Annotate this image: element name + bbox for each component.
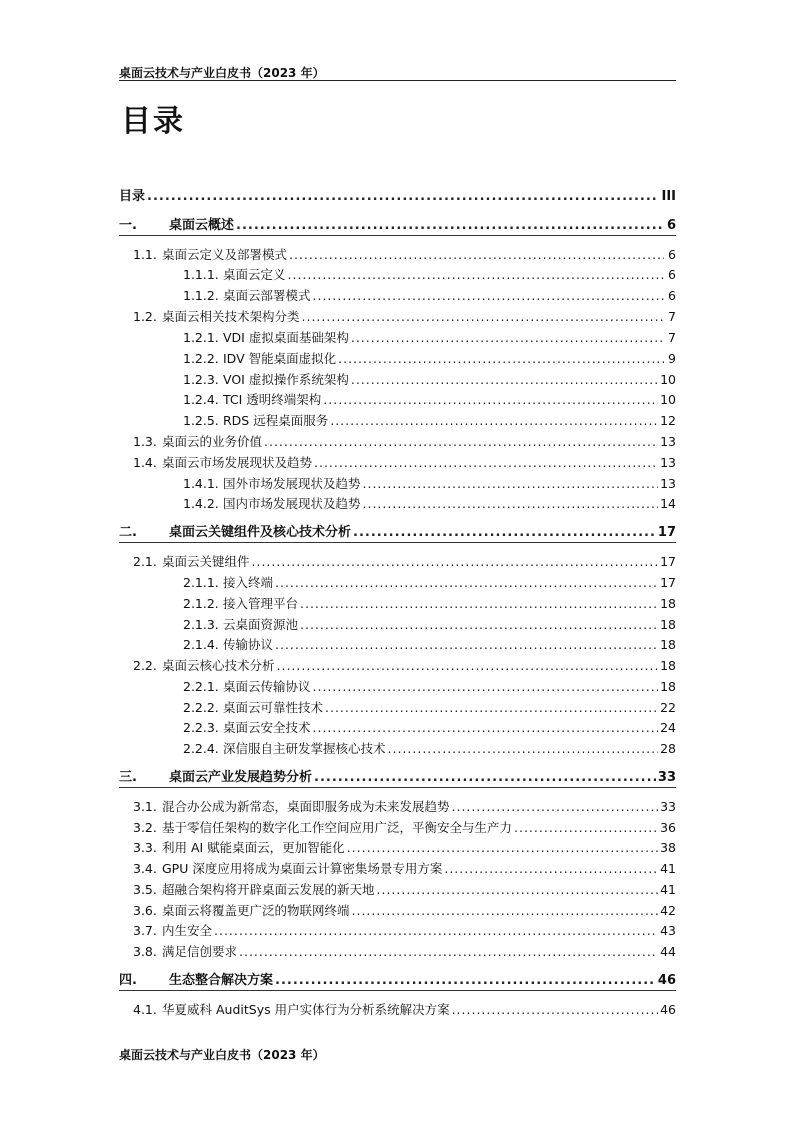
toc-entry-title: 生态整合解决方案 <box>169 973 274 988</box>
toc-entry[interactable] <box>183 266 676 284</box>
toc-entry[interactable] <box>183 678 676 696</box>
toc-entry-title: 桌面云传输协议 <box>223 679 311 694</box>
toc-entry[interactable] <box>133 798 676 816</box>
toc-entry-page: 6 <box>668 288 676 303</box>
toc-entry-number: 3.7. <box>133 923 157 938</box>
toc-entry[interactable] <box>183 616 676 634</box>
toc-entry-title: 传输协议 <box>223 637 274 652</box>
toc-entry-title: VOI 虚拟操作系统架构 <box>223 372 349 387</box>
toc-dot-leader <box>264 433 658 451</box>
toc-entry-number: 1.4. <box>133 455 157 470</box>
toc-entry[interactable] <box>133 922 676 940</box>
toc-entry-title: 混合办公成为新常态，桌面即服务成为未来发展趋势 <box>162 799 450 814</box>
toc-entry[interactable] <box>133 881 676 899</box>
toc-entry-number: 3.6. <box>133 903 157 918</box>
toc-entry-number: 一. <box>119 218 137 233</box>
toc-entry-page: 6 <box>666 218 676 233</box>
toc-entry-number: 3.5. <box>133 882 157 897</box>
toc-entry[interactable] <box>183 699 676 717</box>
toc-entry-number: 2.2.3. <box>183 720 219 735</box>
toc-dot-leader <box>147 188 659 206</box>
toc-dot-leader <box>325 699 658 717</box>
toc-entry-number: 3.3. <box>133 840 157 855</box>
toc-entry-number: 2.2.2. <box>183 700 219 715</box>
toc-entry-title: 桌面云定义及部署模式 <box>162 247 288 262</box>
toc-dot-leader <box>347 839 658 857</box>
toc-entry-title: 满足信创要求 <box>162 944 238 959</box>
toc-entry-title: 桌面云关键组件及核心技术分析 <box>169 525 352 540</box>
toc-entry-page: 17 <box>660 554 676 569</box>
toc-entry[interactable] <box>133 1001 676 1019</box>
toc-entry-title: 内生安全 <box>162 923 213 938</box>
toc-entry-title: 桌面云关键组件 <box>162 554 250 569</box>
toc-entry-page: 42 <box>660 903 676 918</box>
toc-entry-number: 1.2.5. <box>183 413 219 428</box>
toc-entry[interactable] <box>183 495 676 513</box>
running-header: 桌面云技术与产业白皮书（2023 年） <box>119 66 325 80</box>
toc-entry-title: 接入管理平台 <box>223 596 299 611</box>
toc-entry-title: 桌面云将覆盖更广泛的物联网终端 <box>162 903 350 918</box>
toc-dot-leader <box>300 616 658 634</box>
toc-entry[interactable] <box>133 308 676 326</box>
toc-entry[interactable] <box>183 329 676 347</box>
toc-entry-number: 1.1.1. <box>183 267 219 282</box>
toc-entry-number: 2.2.1. <box>183 679 219 694</box>
toc-dot-leader <box>323 391 658 409</box>
toc-entry-page: 18 <box>660 658 676 673</box>
toc-entry-page: 10 <box>660 392 676 407</box>
toc-entry-page: 13 <box>660 476 676 491</box>
toc-entry-number: 2.2. <box>133 658 157 673</box>
toc-dot-leader <box>275 972 656 990</box>
toc-entry-title: 接入终端 <box>223 575 274 590</box>
toc-entry-number: 2.1.3. <box>183 617 219 632</box>
toc-entry-page: 6 <box>668 247 676 262</box>
toc-entry[interactable] <box>133 246 676 264</box>
toc-entry[interactable] <box>133 902 676 920</box>
toc-entry-page: 18 <box>660 596 676 611</box>
toc-entry[interactable] <box>133 819 676 837</box>
toc-dot-leader <box>452 1001 659 1019</box>
toc-entry-page: 46 <box>660 1002 676 1017</box>
toc-entry-number: 3.1. <box>133 799 157 814</box>
toc-entry-page: 10 <box>660 372 676 387</box>
toc-entry-title: 桌面云核心技术分析 <box>162 658 275 673</box>
toc-entry-title: 华夏威科 AuditSys 用户实体行为分析系统解决方案 <box>162 1002 450 1017</box>
toc-entry-number: 二. <box>119 525 137 540</box>
toc-entry-page: 17 <box>657 525 676 540</box>
toc-entry-number: 1.3. <box>133 434 157 449</box>
toc-entry-number: 1.1.2. <box>183 288 219 303</box>
toc-dot-leader <box>214 922 658 940</box>
toc-dot-leader <box>239 943 658 961</box>
toc-entry-page: 7 <box>668 330 676 345</box>
toc-dot-leader <box>314 454 658 472</box>
toc-entry[interactable] <box>119 217 676 235</box>
toc-entry-page: 12 <box>660 413 676 428</box>
toc-dot-leader <box>277 657 659 675</box>
toc-entry[interactable] <box>119 769 676 787</box>
toc-entry-number: 1.2.1. <box>183 330 219 345</box>
toc-entry-page: 18 <box>660 679 676 694</box>
toc-dot-leader <box>514 819 658 837</box>
toc-entry[interactable] <box>183 475 676 493</box>
toc-entry-title: 国外市场发展现状及趋势 <box>223 476 361 491</box>
toc-entry-title: RDS 远程桌面服务 <box>223 413 329 428</box>
toc-dot-leader <box>302 308 664 326</box>
toc-dot-leader <box>352 902 659 920</box>
section-underline <box>119 235 676 236</box>
toc-entry-title: 桌面云的业务价值 <box>162 434 263 449</box>
toc-entry-page: 33 <box>657 770 676 785</box>
toc-entry[interactable] <box>133 860 676 878</box>
toc-dot-leader <box>289 246 664 264</box>
toc-entry-title: 桌面云市场发展现状及趋势 <box>162 455 313 470</box>
section-underline <box>119 787 676 788</box>
toc-entry-page: 17 <box>660 575 676 590</box>
toc-entry-page: 24 <box>660 720 676 735</box>
toc-entry[interactable] <box>183 371 676 389</box>
toc-entry[interactable] <box>133 657 676 675</box>
toc-dot-leader <box>288 266 664 284</box>
toc-entry-number: 2.1.1. <box>183 575 219 590</box>
toc-entry-title: 桌面云部署模式 <box>223 288 311 303</box>
toc-entry-page: 38 <box>660 840 676 855</box>
toc-entry[interactable] <box>133 433 676 451</box>
toc-entry-number: 3.8. <box>133 944 157 959</box>
toc-entry[interactable] <box>119 188 676 206</box>
toc-entry-page: 43 <box>660 923 676 938</box>
toc-dot-leader <box>351 329 664 347</box>
toc-entry-page: 18 <box>660 637 676 652</box>
toc-entry[interactable] <box>133 839 676 857</box>
toc-entry-title: 桌面云相关技术架构分类 <box>162 309 300 324</box>
toc-dot-leader <box>236 217 664 235</box>
toc-entry-title: GPU 深度应用将成为桌面云计算密集场景专用方案 <box>162 861 443 876</box>
toc-entry-title: 桌面云安全技术 <box>223 720 311 735</box>
toc-entry-page: 33 <box>660 799 676 814</box>
toc-dot-leader <box>275 636 658 654</box>
running-footer: 桌面云技术与产业白皮书（2023 年） <box>119 1048 325 1062</box>
toc-dot-leader <box>275 574 658 592</box>
toc-entry[interactable] <box>183 595 676 613</box>
toc-entry-page: 18 <box>660 617 676 632</box>
toc-dot-leader <box>377 881 659 899</box>
toc-entry-number: 1.2.2. <box>183 351 219 366</box>
toc-entry[interactable] <box>183 350 676 368</box>
toc-entry[interactable] <box>183 412 676 430</box>
toc-entry-page: 13 <box>660 434 676 449</box>
toc-dot-leader <box>330 412 658 430</box>
toc-entry[interactable] <box>133 553 676 571</box>
toc-dot-leader <box>313 287 664 305</box>
toc-entry-number: 2.1.2. <box>183 596 219 611</box>
toc-dot-leader <box>300 595 658 613</box>
toc-entry-page: III <box>661 189 676 204</box>
toc-entry-title: 国内市场发展现状及趋势 <box>223 496 361 511</box>
toc-dot-leader <box>351 371 658 389</box>
toc-dot-leader <box>444 860 658 878</box>
toc-dot-leader <box>363 495 659 513</box>
toc-entry-number: 1.4.1. <box>183 476 219 491</box>
toc-entry[interactable] <box>133 454 676 472</box>
toc-entry[interactable] <box>133 943 676 961</box>
toc-entry-title: 利用 AI 赋能桌面云，更加智能化 <box>162 840 345 855</box>
toc-entry-page: 6 <box>668 267 676 282</box>
toc-entry-title: 基于零信任架构的数字化工作空间应用广泛，平衡安全与生产力 <box>162 820 513 835</box>
toc-entry-page: 14 <box>660 496 676 511</box>
toc-entry-number: 1.2.4. <box>183 392 219 407</box>
toc-entry-number: 1.4.2. <box>183 496 219 511</box>
toc-entry-number: 2.1.4. <box>183 637 219 652</box>
toc-entry-number: 3.4. <box>133 861 157 876</box>
toc-entry-page: 22 <box>660 700 676 715</box>
toc-entry[interactable] <box>183 740 676 758</box>
toc-entry-number: 1.2.3. <box>183 372 219 387</box>
toc-entry-title: 桌面云定义 <box>223 267 286 282</box>
toc-entry-number: 1.2. <box>133 309 157 324</box>
toc-entry-number: 3.2. <box>133 820 157 835</box>
toc-entry[interactable] <box>119 524 676 542</box>
toc-dot-leader <box>353 524 656 542</box>
toc-entry-title: 桌面云可靠性技术 <box>223 700 324 715</box>
toc-dot-leader <box>452 798 659 816</box>
toc-entry[interactable] <box>183 574 676 592</box>
toc-entry-page: 28 <box>660 741 676 756</box>
toc-dot-leader <box>252 553 659 571</box>
toc-entry-number: 1.1. <box>133 247 157 262</box>
toc-entry-page: 44 <box>660 944 676 959</box>
toc-entry-title: TCI 透明终端架构 <box>223 392 322 407</box>
toc-entry[interactable] <box>183 391 676 409</box>
toc-entry[interactable] <box>183 636 676 654</box>
toc-entry-number: 2.1. <box>133 554 157 569</box>
toc-entry[interactable] <box>183 719 676 737</box>
toc-entry-title: 目录 <box>119 189 146 204</box>
toc-entry-title: 云桌面资源池 <box>223 617 299 632</box>
toc-entry-title: 桌面云概述 <box>169 218 235 233</box>
toc-entry[interactable] <box>119 972 676 990</box>
toc-entry-page: 7 <box>668 309 676 324</box>
toc-entry-title: VDI 虚拟桌面基础架构 <box>223 330 349 345</box>
toc-dot-leader <box>363 475 659 493</box>
toc-dot-leader <box>338 350 664 368</box>
toc-entry-page: 46 <box>657 973 676 988</box>
toc-entry-page: 41 <box>660 861 676 876</box>
toc-dot-leader <box>388 740 659 758</box>
toc-entry-number: 三. <box>119 770 137 785</box>
toc-entry-title: IDV 智能桌面虚拟化 <box>223 351 337 366</box>
toc-entry[interactable] <box>183 287 676 305</box>
section-underline <box>119 542 676 543</box>
toc-dot-leader <box>313 719 659 737</box>
toc-dot-leader <box>314 769 656 787</box>
section-underline <box>119 990 676 991</box>
toc-entry-page: 9 <box>668 351 676 366</box>
toc-entry-page: 13 <box>660 455 676 470</box>
toc-entry-title: 深信服自主研发掌握核心技术 <box>223 741 386 756</box>
toc-entry-title: 超融合架构将开辟桌面云发展的新天地 <box>162 882 375 897</box>
toc-entry-number: 四. <box>119 973 137 988</box>
toc-dot-leader <box>313 678 659 696</box>
toc-entry-page: 36 <box>660 820 676 835</box>
toc-entry-page: 41 <box>660 882 676 897</box>
toc-entry-title: 桌面云产业发展趋势分析 <box>169 770 313 785</box>
page-title: 目录 <box>121 104 185 139</box>
toc-entry-number: 4.1. <box>133 1002 157 1017</box>
toc-entry-number: 2.2.4. <box>183 741 219 756</box>
